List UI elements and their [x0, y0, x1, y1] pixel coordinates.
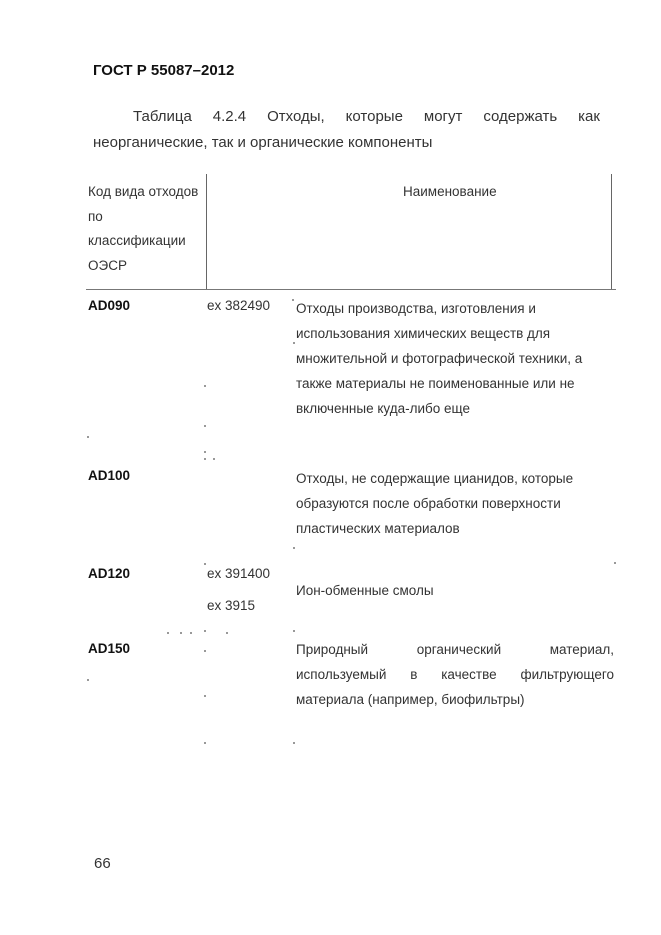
- waste-description: Ион-обменные смолы: [296, 583, 434, 598]
- scan-speck: [204, 695, 206, 697]
- scan-speck: [204, 630, 206, 632]
- scan-speck: [213, 458, 215, 460]
- waste-code: AD090: [88, 298, 131, 313]
- scan-speck: [87, 679, 89, 681]
- table-caption-line-2: неорганические, так и органические компоненты: [93, 134, 433, 151]
- waste-description: Природный органический материал, используемый в качестве фильтрующего материала (например, биофильтры): [296, 642, 614, 707]
- scan-speck: [293, 742, 295, 744]
- scan-speck: [87, 436, 89, 438]
- caption-word: как: [578, 108, 600, 125]
- scan-speck: [204, 742, 206, 744]
- caption-word: могут: [423, 108, 463, 125]
- caption-word: которые: [345, 108, 403, 125]
- scan-speck: [204, 458, 206, 460]
- scan-speck: [226, 632, 228, 634]
- scan-speck: [293, 342, 295, 344]
- caption-word: содержать: [483, 108, 558, 125]
- customs-ref: ex 3915: [207, 598, 256, 613]
- customs-ref: ex 391400: [207, 566, 271, 581]
- waste-code: AD120: [88, 566, 131, 581]
- header-divider-right: [611, 174, 612, 290]
- standard-title: ГОСТ Р 55087–2012: [93, 62, 235, 79]
- scan-speck: [180, 632, 182, 634]
- scan-speck: [292, 299, 294, 301]
- table-caption-line-1: [93, 104, 600, 130]
- scan-speck: [190, 632, 192, 634]
- scan-speck: [293, 630, 295, 632]
- scan-speck: [204, 385, 206, 387]
- scan-speck: [293, 547, 295, 549]
- table-caption: [93, 104, 600, 156]
- waste-code: AD150: [88, 641, 131, 656]
- page-number: 66: [94, 855, 111, 872]
- waste-description: Отходы, не содержащие цианидов, которые образуются после обработки поверхности пластических материалов: [296, 471, 574, 536]
- customs-ref: ex 382490: [207, 298, 271, 313]
- scan-speck: [204, 451, 206, 453]
- scan-speck: [204, 650, 206, 652]
- scan-speck: [167, 632, 169, 634]
- header-divider-left: [206, 174, 207, 290]
- caption-word: Отходы,: [267, 108, 325, 125]
- scan-speck: [204, 425, 206, 427]
- caption-word: Таблица: [133, 108, 192, 125]
- header-bottom-rule: [86, 289, 616, 290]
- column-header-code: Код вида отходов по классификации ОЭСР: [88, 184, 199, 273]
- scan-speck: [204, 563, 206, 565]
- scan-speck: [614, 562, 616, 564]
- waste-code: AD100: [88, 468, 131, 483]
- column-header-name: Наименование: [403, 184, 497, 199]
- waste-description: Отходы производства, изготовления и использования химических веществ для множительной и фотографической техники, а также материалы не поименованные или не включенные куда-либо еще: [296, 301, 583, 416]
- caption-word: 4.2.4: [212, 108, 247, 125]
